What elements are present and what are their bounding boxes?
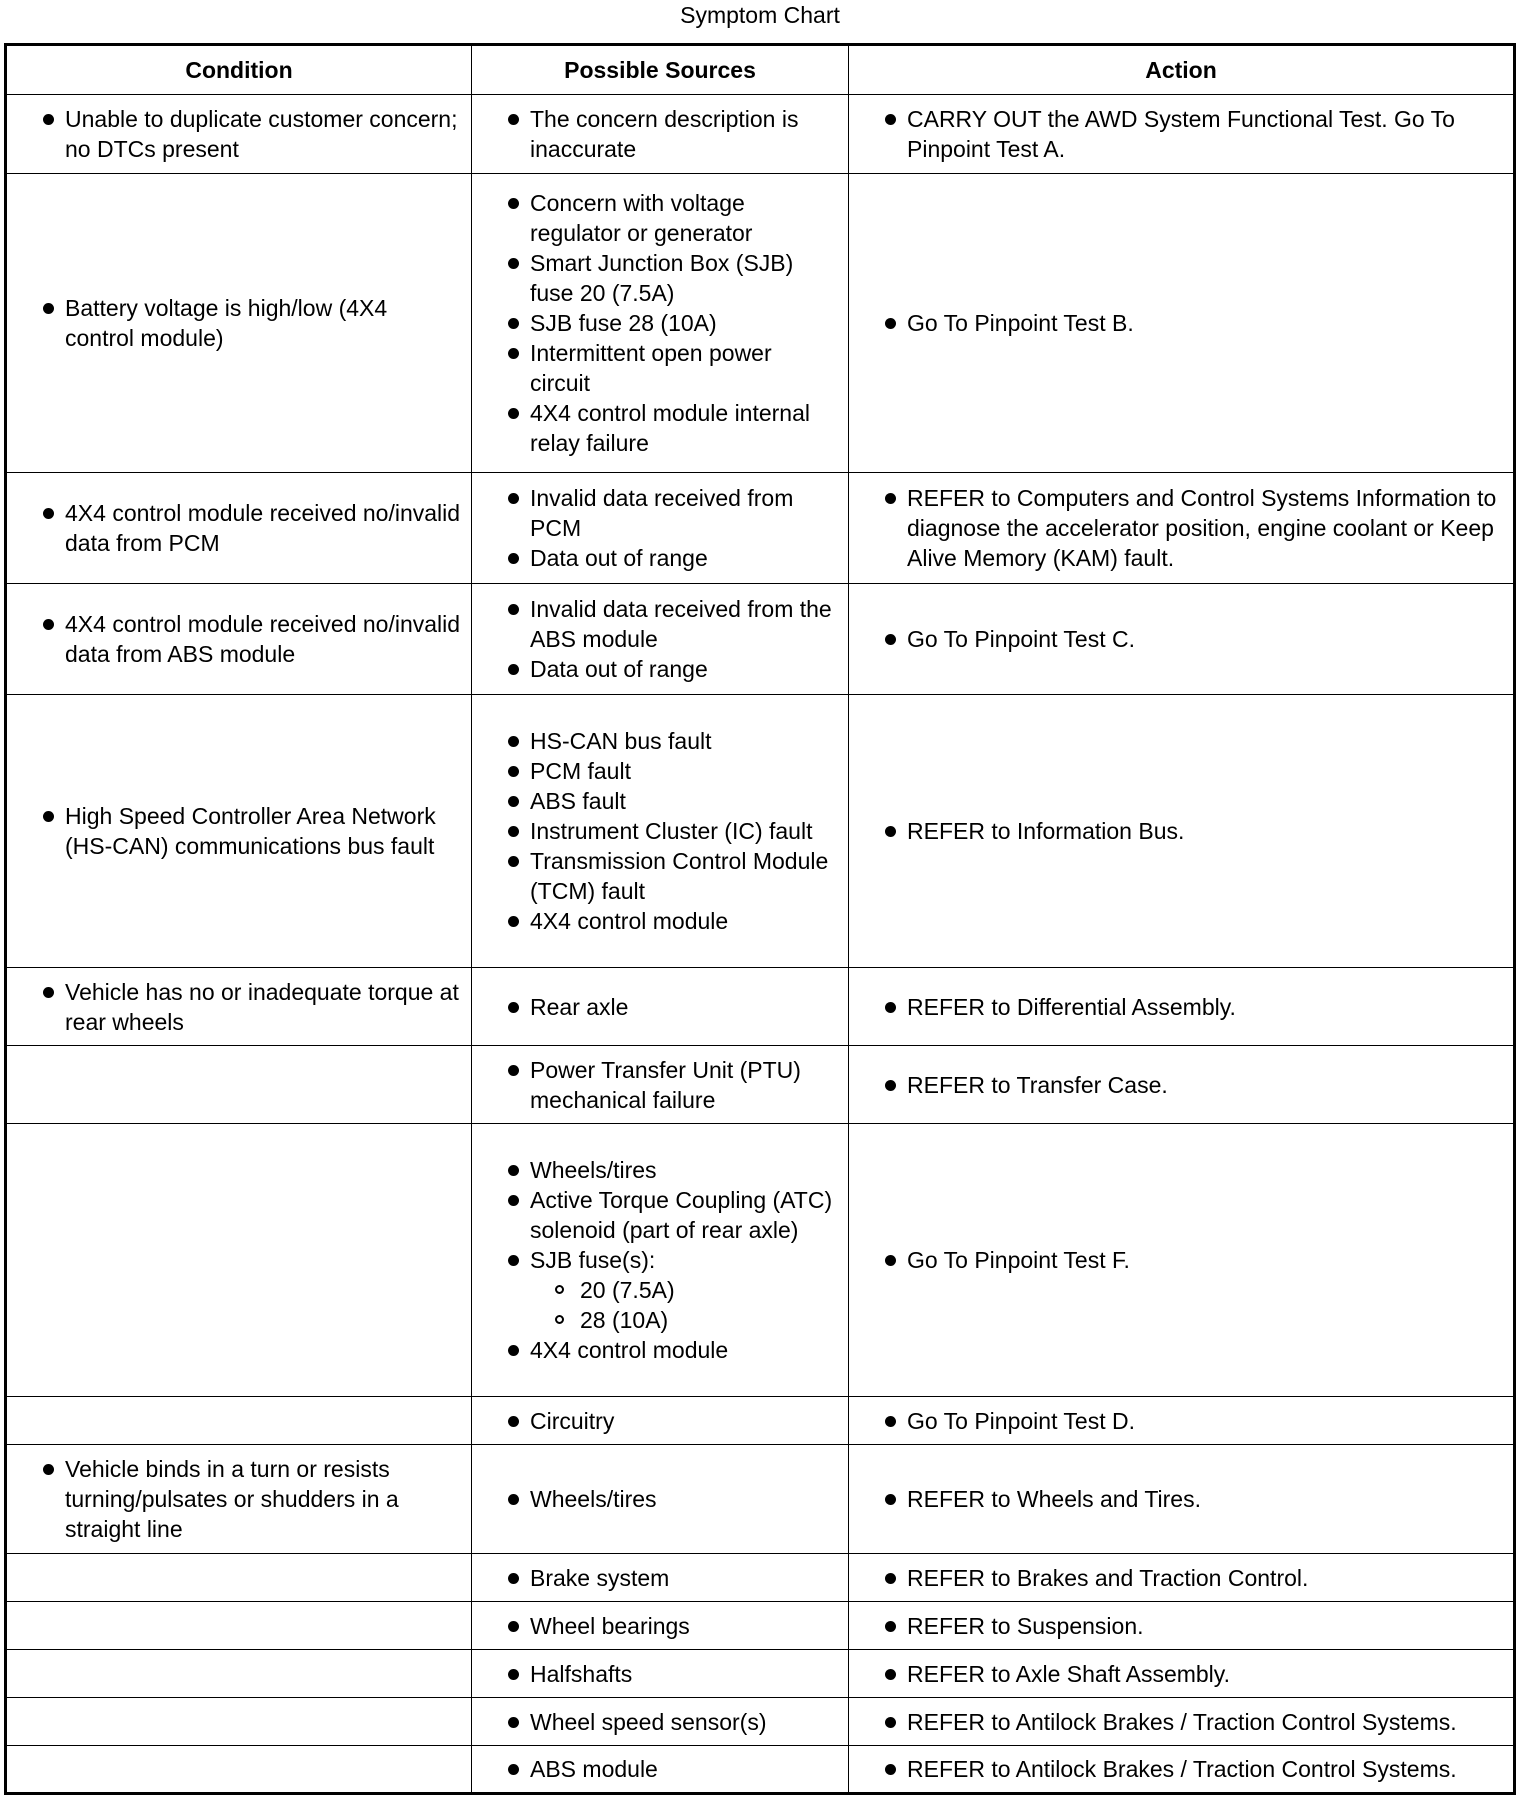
- action-text: REFER to Information Bus.: [859, 816, 1503, 846]
- source-item: Invalid data received from the ABS module: [482, 594, 838, 654]
- sources-cell: [472, 584, 849, 695]
- action-cell: [849, 1602, 1515, 1650]
- action-cell: [849, 1554, 1515, 1602]
- fuse-sub-item: 28 (10A): [530, 1305, 838, 1335]
- source-item: Brake system: [482, 1563, 838, 1593]
- action-cell: [849, 968, 1515, 1046]
- header-condition: Condition: [6, 45, 472, 95]
- source-item: ABS module: [482, 1754, 838, 1784]
- table-row: [6, 174, 1515, 473]
- source-item: Wheels/tires: [482, 1484, 838, 1514]
- fuse-sub-item: 20 (7.5A): [530, 1275, 838, 1305]
- action-cell: [849, 1746, 1515, 1794]
- action-text: REFER to Brakes and Traction Control.: [859, 1563, 1503, 1593]
- action-text: CARRY OUT the AWD System Functional Test. Go To Pinpoint Test A.: [859, 104, 1503, 164]
- sources-cell: [472, 1602, 849, 1650]
- source-item: ABS fault: [482, 786, 838, 816]
- action-text: REFER to Axle Shaft Assembly.: [859, 1659, 1503, 1689]
- table-row: [6, 1445, 1515, 1554]
- action-cell: [849, 1124, 1515, 1397]
- table-row: [6, 1746, 1515, 1794]
- action-cell: [849, 174, 1515, 473]
- condition-cell: [6, 1602, 472, 1650]
- source-item: Power Transfer Unit (PTU) mechanical failure: [482, 1055, 838, 1115]
- action-cell: [849, 95, 1515, 174]
- action-cell: [849, 1046, 1515, 1124]
- source-item: SJB fuse 28 (10A): [482, 308, 838, 338]
- sources-cell: [472, 1397, 849, 1445]
- table-row: [6, 1397, 1515, 1445]
- condition-cell: [6, 1698, 472, 1746]
- table-row: [6, 695, 1515, 968]
- sources-cell: [472, 695, 849, 968]
- condition-cell: [6, 1397, 472, 1445]
- condition-text: 4X4 control module received no/invalid data from ABS module: [17, 609, 461, 669]
- action-text: Go To Pinpoint Test C.: [859, 624, 1503, 654]
- sources-cell: [472, 174, 849, 473]
- condition-text: High Speed Controller Area Network (HS-CAN) communications bus fault: [17, 801, 461, 861]
- source-item: HS-CAN bus fault: [482, 726, 838, 756]
- sources-cell: [472, 95, 849, 174]
- symptom-chart-table: [4, 43, 1516, 1795]
- source-item: Instrument Cluster (IC) fault: [482, 816, 838, 846]
- sources-cell: [472, 473, 849, 584]
- page-title: Symptom Chart: [680, 2, 840, 28]
- action-text: REFER to Wheels and Tires.: [859, 1484, 1503, 1514]
- table-row: [6, 95, 1515, 174]
- source-item: Concern with voltage regulator or generator: [482, 188, 838, 248]
- table-row: [6, 473, 1515, 584]
- source-item: 4X4 control module: [482, 906, 838, 936]
- source-item: Smart Junction Box (SJB) fuse 20 (7.5A): [482, 248, 838, 308]
- source-item: Data out of range: [482, 654, 838, 684]
- source-item: Halfshafts: [482, 1659, 838, 1689]
- condition-text: Unable to duplicate customer concern; no DTCs present: [17, 104, 461, 164]
- condition-cell: [6, 95, 472, 174]
- condition-cell: [6, 174, 472, 473]
- condition-cell: [6, 584, 472, 695]
- action-cell: [849, 1397, 1515, 1445]
- source-item: Circuitry: [482, 1406, 838, 1436]
- action-cell: [849, 473, 1515, 584]
- table-row: [6, 1554, 1515, 1602]
- source-item: 4X4 control module: [482, 1335, 838, 1365]
- action-text: REFER to Differential Assembly.: [859, 992, 1503, 1022]
- header-possible-sources: Possible Sources: [472, 45, 849, 95]
- action-cell: [849, 1698, 1515, 1746]
- condition-text: Battery voltage is high/low (4X4 control module): [17, 293, 461, 353]
- source-item: The concern description is inaccurate: [482, 104, 838, 164]
- condition-cell: [6, 1554, 472, 1602]
- source-item: Wheel bearings: [482, 1611, 838, 1641]
- source-item: Wheels/tires: [482, 1155, 838, 1185]
- condition-cell: [6, 968, 472, 1046]
- action-text: Go To Pinpoint Test D.: [859, 1406, 1503, 1436]
- sources-cell: [472, 1124, 849, 1397]
- condition-cell: [6, 473, 472, 584]
- action-text: REFER to Transfer Case.: [859, 1070, 1503, 1100]
- action-text: REFER to Antilock Brakes / Traction Control Systems.: [859, 1707, 1503, 1737]
- condition-cell: [6, 1046, 472, 1124]
- action-cell: [849, 1445, 1515, 1554]
- sources-cell: [472, 968, 849, 1046]
- table-row: [6, 1046, 1515, 1124]
- condition-cell: [6, 1445, 472, 1554]
- action-text: REFER to Suspension.: [859, 1611, 1503, 1641]
- source-item: Data out of range: [482, 543, 838, 573]
- action-text: Go To Pinpoint Test F.: [859, 1245, 1503, 1275]
- table-row: [6, 1698, 1515, 1746]
- sources-cell: [472, 1650, 849, 1698]
- condition-text: 4X4 control module received no/invalid data from PCM: [17, 498, 461, 558]
- condition-text: Vehicle binds in a turn or resists turning/pulsates or shudders in a straight line: [17, 1454, 461, 1544]
- action-text: Go To Pinpoint Test B.: [859, 308, 1503, 338]
- table-row: [6, 1650, 1515, 1698]
- sources-cell: [472, 1554, 849, 1602]
- source-item: Intermittent open power circuit: [482, 338, 838, 398]
- sources-cell: [472, 1046, 849, 1124]
- sources-cell: [472, 1746, 849, 1794]
- source-item: 4X4 control module internal relay failure: [482, 398, 838, 458]
- source-item-label: SJB fuse(s):: [530, 1247, 656, 1273]
- source-item: Invalid data received from PCM: [482, 483, 838, 543]
- source-item: Active Torque Coupling (ATC) solenoid (part of rear axle): [482, 1185, 838, 1245]
- sources-cell: [472, 1445, 849, 1554]
- table-row: [6, 584, 1515, 695]
- action-text: REFER to Antilock Brakes / Traction Control Systems.: [859, 1754, 1503, 1784]
- action-cell: [849, 1650, 1515, 1698]
- source-item: [482, 1245, 838, 1335]
- table-row: [6, 1602, 1515, 1650]
- condition-text: Vehicle has no or inadequate torque at rear wheels: [17, 977, 461, 1037]
- action-cell: [849, 695, 1515, 968]
- header-action: Action: [849, 45, 1515, 95]
- condition-cell: [6, 1124, 472, 1397]
- condition-cell: [6, 1650, 472, 1698]
- source-item: Rear axle: [482, 992, 838, 1022]
- source-item: PCM fault: [482, 756, 838, 786]
- condition-cell: [6, 1746, 472, 1794]
- source-item: Wheel speed sensor(s): [482, 1707, 838, 1737]
- sources-cell: [472, 1698, 849, 1746]
- header-row: [6, 45, 1515, 95]
- table-row: [6, 1124, 1515, 1397]
- action-cell: [849, 584, 1515, 695]
- table-row: [6, 968, 1515, 1046]
- source-item: Transmission Control Module (TCM) fault: [482, 846, 838, 906]
- condition-cell: [6, 695, 472, 968]
- action-text: REFER to Computers and Control Systems Information to diagnose the accelerator position, engine coolant or Keep Alive Memory (KAM) fault.: [859, 483, 1503, 573]
